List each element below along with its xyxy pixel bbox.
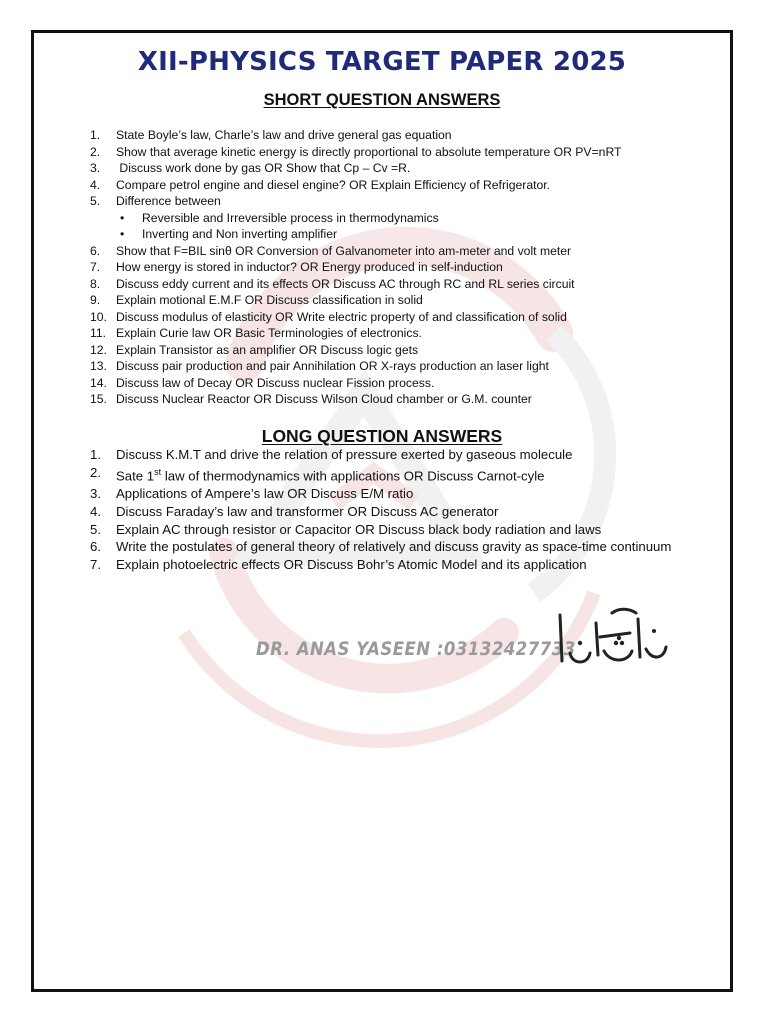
short-question-text: Show that F=BIL sinθ OR Conversion of Galvanometer into am-meter and volt meter <box>116 243 572 258</box>
long-question-number: 1. <box>90 447 101 462</box>
long-question-1 <box>90 446 706 464</box>
short-question-9 <box>90 292 710 309</box>
short-question-5 <box>90 193 710 210</box>
short-question-10 <box>90 309 710 326</box>
difference-item-text: Reversible and Irreversible process in thermodynamics <box>142 210 439 225</box>
difference-item-1 <box>90 210 710 227</box>
long-question-text: Discuss Faraday’s law and transformer OR Discuss AC generator <box>116 503 499 519</box>
long-questions-list <box>90 446 706 574</box>
short-question-text: Discuss pair production and pair Annihilation OR X-rays production an laser light <box>116 359 549 373</box>
long-question-number: 2. <box>90 464 101 480</box>
bullet-icon: • <box>120 227 125 241</box>
short-question-14 <box>90 375 710 392</box>
author-signature: DR. ANAS YASEEN :03132427733 <box>256 637 576 660</box>
short-question-15 <box>90 391 710 408</box>
long-question-number: 5. <box>90 521 101 537</box>
difference-item-text: Inverting and Non inverting amplifier <box>142 227 338 241</box>
short-question-number: 9. <box>90 293 101 307</box>
short-question-number: 8. <box>90 276 101 291</box>
long-question-5 <box>90 521 706 539</box>
paper-title: XII-PHYSICS TARGET PAPER 2025 <box>137 47 627 77</box>
long-question-2 <box>90 464 706 485</box>
difference-item-2 <box>90 226 710 243</box>
short-question-11 <box>90 325 710 342</box>
long-question-4 <box>90 503 706 521</box>
long-question-text: Applications of Ampere’s law OR Discuss E/M ratio <box>116 485 414 501</box>
long-question-3 <box>90 485 706 503</box>
short-question-text: Discuss modulus of elasticity OR Write electric property of and classification of solid <box>116 309 567 324</box>
inshallah-calligraphy-icon <box>540 603 680 673</box>
short-question-6 <box>90 243 710 260</box>
short-question-8 <box>90 276 710 293</box>
short-question-text: Difference between <box>116 194 221 208</box>
short-question-12 <box>90 342 710 359</box>
superscript-st: st <box>154 466 162 477</box>
long-question-text: Explain AC through resistor or Capacitor OR Discuss black body radiation and laws <box>116 521 602 537</box>
long-questions-heading-text: LONG QUESTION ANSWERS <box>261 426 503 446</box>
page-frame <box>31 30 733 992</box>
short-question-13 <box>90 358 710 375</box>
long-question-7 <box>90 556 706 574</box>
short-question-number: 2. <box>90 144 101 159</box>
short-question-number: 15. <box>90 392 107 406</box>
short-question-text: Explain motional E.M.F OR Discuss classification in solid <box>116 293 423 307</box>
short-question-number: 13. <box>90 359 107 373</box>
short-questions-heading-text: SHORT QUESTION ANSWERS <box>263 91 501 109</box>
long-question-text: Discuss K.M.T and drive the relation of pressure exerted by gaseous molecule <box>116 447 573 462</box>
short-question-number: 1. <box>90 128 101 142</box>
short-question-3 <box>90 160 710 177</box>
short-question-text: Discuss work done by gas OR Show that Cp – Cv =R. <box>116 161 411 175</box>
long-question-number: 4. <box>90 503 101 519</box>
short-question-4 <box>90 177 710 194</box>
short-question-text: Discuss Nuclear Reactor OR Discuss Wilson Cloud chamber or G.M. counter <box>116 392 532 406</box>
short-question-text: Compare petrol engine and diesel engine? OR Explain Efficiency of Refrigerator. <box>116 177 551 192</box>
short-questions-list <box>90 127 710 408</box>
long-question-number: 6. <box>90 539 101 555</box>
short-question-number: 10. <box>90 309 107 324</box>
long-questions-heading <box>34 426 730 447</box>
short-question-text: Discuss law of Decay OR Discuss nuclear Fission process. <box>116 375 435 390</box>
short-question-1 <box>90 127 710 144</box>
bullet-icon: • <box>120 210 125 225</box>
short-question-number: 3. <box>90 161 101 175</box>
short-question-7 <box>90 259 710 276</box>
short-question-text: Explain Transistor as an amplifier OR Discuss logic gets <box>116 342 419 357</box>
short-question-number: 5. <box>90 194 101 208</box>
long-question-text: Explain photoelectric effects OR Discuss Bohr’s Atomic Model and its application <box>116 557 587 573</box>
short-question-number: 14. <box>90 375 107 390</box>
short-question-number: 11. <box>90 326 107 340</box>
short-question-2 <box>90 144 710 161</box>
short-question-text: State Boyle’s law, Charle’s law and drive general gas equation <box>116 128 452 142</box>
long-question-number: 7. <box>90 557 101 573</box>
short-question-text: Explain Curie law OR Basic Terminologies of electronics. <box>116 326 422 340</box>
short-question-number: 12. <box>90 342 107 357</box>
short-question-text: How energy is stored in inductor? OR Energy produced in self-induction <box>116 260 503 274</box>
long-question-number: 3. <box>90 485 101 501</box>
short-question-number: 6. <box>90 243 101 258</box>
long-question-text-part: law of thermodynamics with applications OR Discuss Carnot-cyle <box>161 468 545 484</box>
short-question-text: Show that average kinetic energy is directly proportional to absolute temperature OR PV=nRT <box>116 144 622 159</box>
short-question-number: 4. <box>90 177 101 192</box>
long-question-6 <box>90 538 706 556</box>
short-question-text: Discuss eddy current and its effects OR Discuss AC through RC and RL series circuit <box>116 276 575 291</box>
short-question-number: 7. <box>90 260 101 274</box>
long-question-text: Write the postulates of general theory of relatively and discuss gravity as space-time continuum <box>116 539 672 555</box>
long-question-text-part: Sate 1 <box>116 468 155 484</box>
short-questions-heading <box>34 91 730 110</box>
long-question-text <box>116 464 706 485</box>
